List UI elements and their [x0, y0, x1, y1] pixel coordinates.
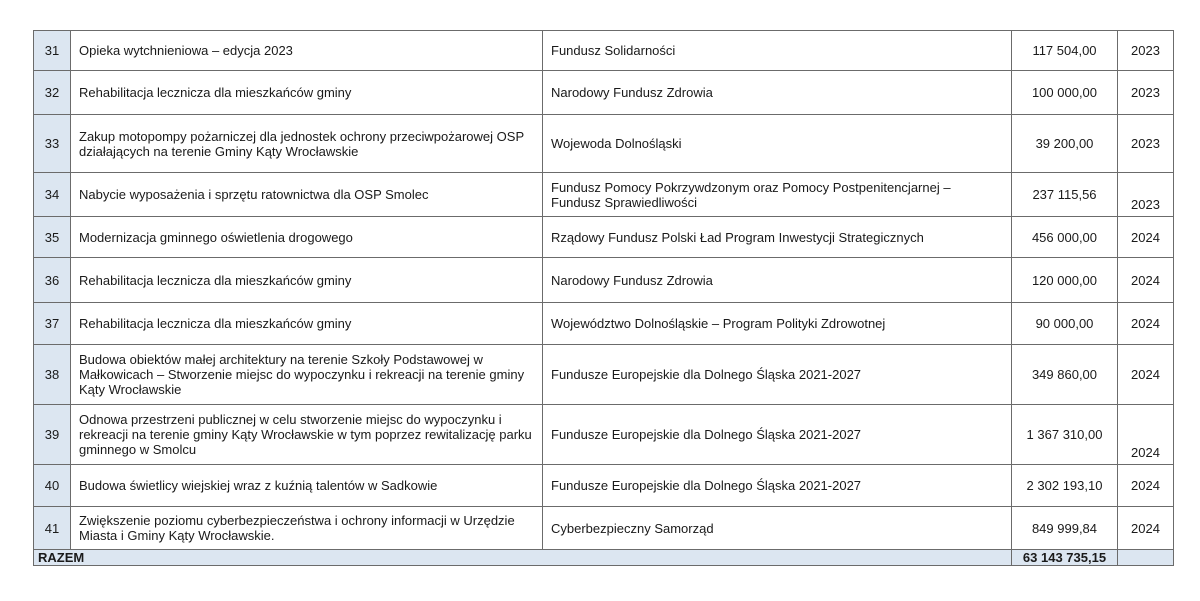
funding-source: Fundusze Europejskie dla Dolnego Śląska 2021-2027 — [543, 345, 1012, 405]
year: 2024 — [1118, 405, 1174, 465]
funding-source: Fundusze Europejskie dla Dolnego Śląska 2021-2027 — [543, 405, 1012, 465]
table-row — [34, 507, 1174, 550]
amount: 1 367 310,00 — [1012, 405, 1118, 465]
funding-source: Narodowy Fundusz Zdrowia — [543, 71, 1012, 115]
amount: 117 504,00 — [1012, 31, 1118, 71]
funding-source: Województwo Dolnośląskie – Program Polityki Zdrowotnej — [543, 303, 1012, 345]
table-row — [34, 405, 1174, 465]
amount: 120 000,00 — [1012, 258, 1118, 303]
amount: 349 860,00 — [1012, 345, 1118, 405]
funding-source: Narodowy Fundusz Zdrowia — [543, 258, 1012, 303]
project-name: Budowa obiektów małej architektury na terenie Szkoły Podstawowej w Małkowicach – Stworzenie miejsc do wypoczynku i rekreacji na terenie gminy Kąty Wrocławskie — [71, 345, 543, 405]
year: 2023 — [1118, 173, 1174, 217]
year: 2024 — [1118, 507, 1174, 550]
amount: 456 000,00 — [1012, 217, 1118, 258]
row-number: 34 — [34, 173, 71, 217]
year: 2023 — [1118, 71, 1174, 115]
project-name: Odnowa przestrzeni publicznej w celu stworzenie miejsc do wypoczynku i rekreacji na terenie gminy Kąty Wrocławskie w tym poprzez rewitalizację parku gminnego w Smolcu — [71, 405, 543, 465]
row-number: 31 — [34, 31, 71, 71]
row-number: 40 — [34, 465, 71, 507]
row-number: 36 — [34, 258, 71, 303]
total-label: RAZEM — [34, 550, 1012, 566]
table-row — [34, 31, 1174, 71]
year: 2024 — [1118, 345, 1174, 405]
amount: 2 302 193,10 — [1012, 465, 1118, 507]
total-amount: 63 143 735,15 — [1012, 550, 1118, 566]
table-row — [34, 71, 1174, 115]
funding-source: Rządowy Fundusz Polski Ład Program Inwestycji Strategicznych — [543, 217, 1012, 258]
year: 2024 — [1118, 303, 1174, 345]
row-number: 37 — [34, 303, 71, 345]
year: 2024 — [1118, 217, 1174, 258]
project-name: Opieka wytchnieniowa – edycja 2023 — [71, 31, 543, 71]
total-row — [34, 550, 1174, 566]
year: 2024 — [1118, 465, 1174, 507]
funding-source: Cyberbezpieczny Samorząd — [543, 507, 1012, 550]
row-number: 32 — [34, 71, 71, 115]
project-name: Rehabilitacja lecznicza dla mieszkańców gminy — [71, 258, 543, 303]
funding-source: Fundusz Solidarności — [543, 31, 1012, 71]
row-number: 41 — [34, 507, 71, 550]
row-number: 33 — [34, 115, 71, 173]
amount: 849 999,84 — [1012, 507, 1118, 550]
project-name: Zakup motopompy pożarniczej dla jednostek ochrony przeciwpożarowej OSP działających na terenie Gminy Kąty Wrocławskie — [71, 115, 543, 173]
table-row — [34, 173, 1174, 217]
project-name: Rehabilitacja lecznicza dla mieszkańców gminy — [71, 71, 543, 115]
table-row — [34, 303, 1174, 345]
table-row — [34, 115, 1174, 173]
table-row — [34, 465, 1174, 507]
amount: 100 000,00 — [1012, 71, 1118, 115]
funding-source: Wojewoda Dolnośląski — [543, 115, 1012, 173]
amount: 90 000,00 — [1012, 303, 1118, 345]
year: 2024 — [1118, 258, 1174, 303]
projects-table — [33, 30, 1174, 566]
year: 2023 — [1118, 31, 1174, 71]
row-number: 39 — [34, 405, 71, 465]
table-row — [34, 258, 1174, 303]
project-name: Budowa świetlicy wiejskiej wraz z kuźnią talentów w Sadkowie — [71, 465, 543, 507]
table-row — [34, 217, 1174, 258]
amount: 39 200,00 — [1012, 115, 1118, 173]
project-name: Modernizacja gminnego oświetlenia drogowego — [71, 217, 543, 258]
row-number: 35 — [34, 217, 71, 258]
funding-source: Fundusze Europejskie dla Dolnego Śląska 2021-2027 — [543, 465, 1012, 507]
project-name: Rehabilitacja lecznicza dla mieszkańców gminy — [71, 303, 543, 345]
table-row — [34, 345, 1174, 405]
amount: 237 115,56 — [1012, 173, 1118, 217]
year: 2023 — [1118, 115, 1174, 173]
project-name: Zwiększenie poziomu cyberbezpieczeństwa i ochrony informacji w Urzędzie Miasta i Gminy Kąty Wrocławskie. — [71, 507, 543, 550]
total-empty-cell — [1118, 550, 1174, 566]
funding-source: Fundusz Pomocy Pokrzywdzonym oraz Pomocy Postpenitencjarnej – Fundusz Sprawiedliwości — [543, 173, 1012, 217]
project-name: Nabycie wyposażenia i sprzętu ratownictwa dla OSP Smolec — [71, 173, 543, 217]
row-number: 38 — [34, 345, 71, 405]
